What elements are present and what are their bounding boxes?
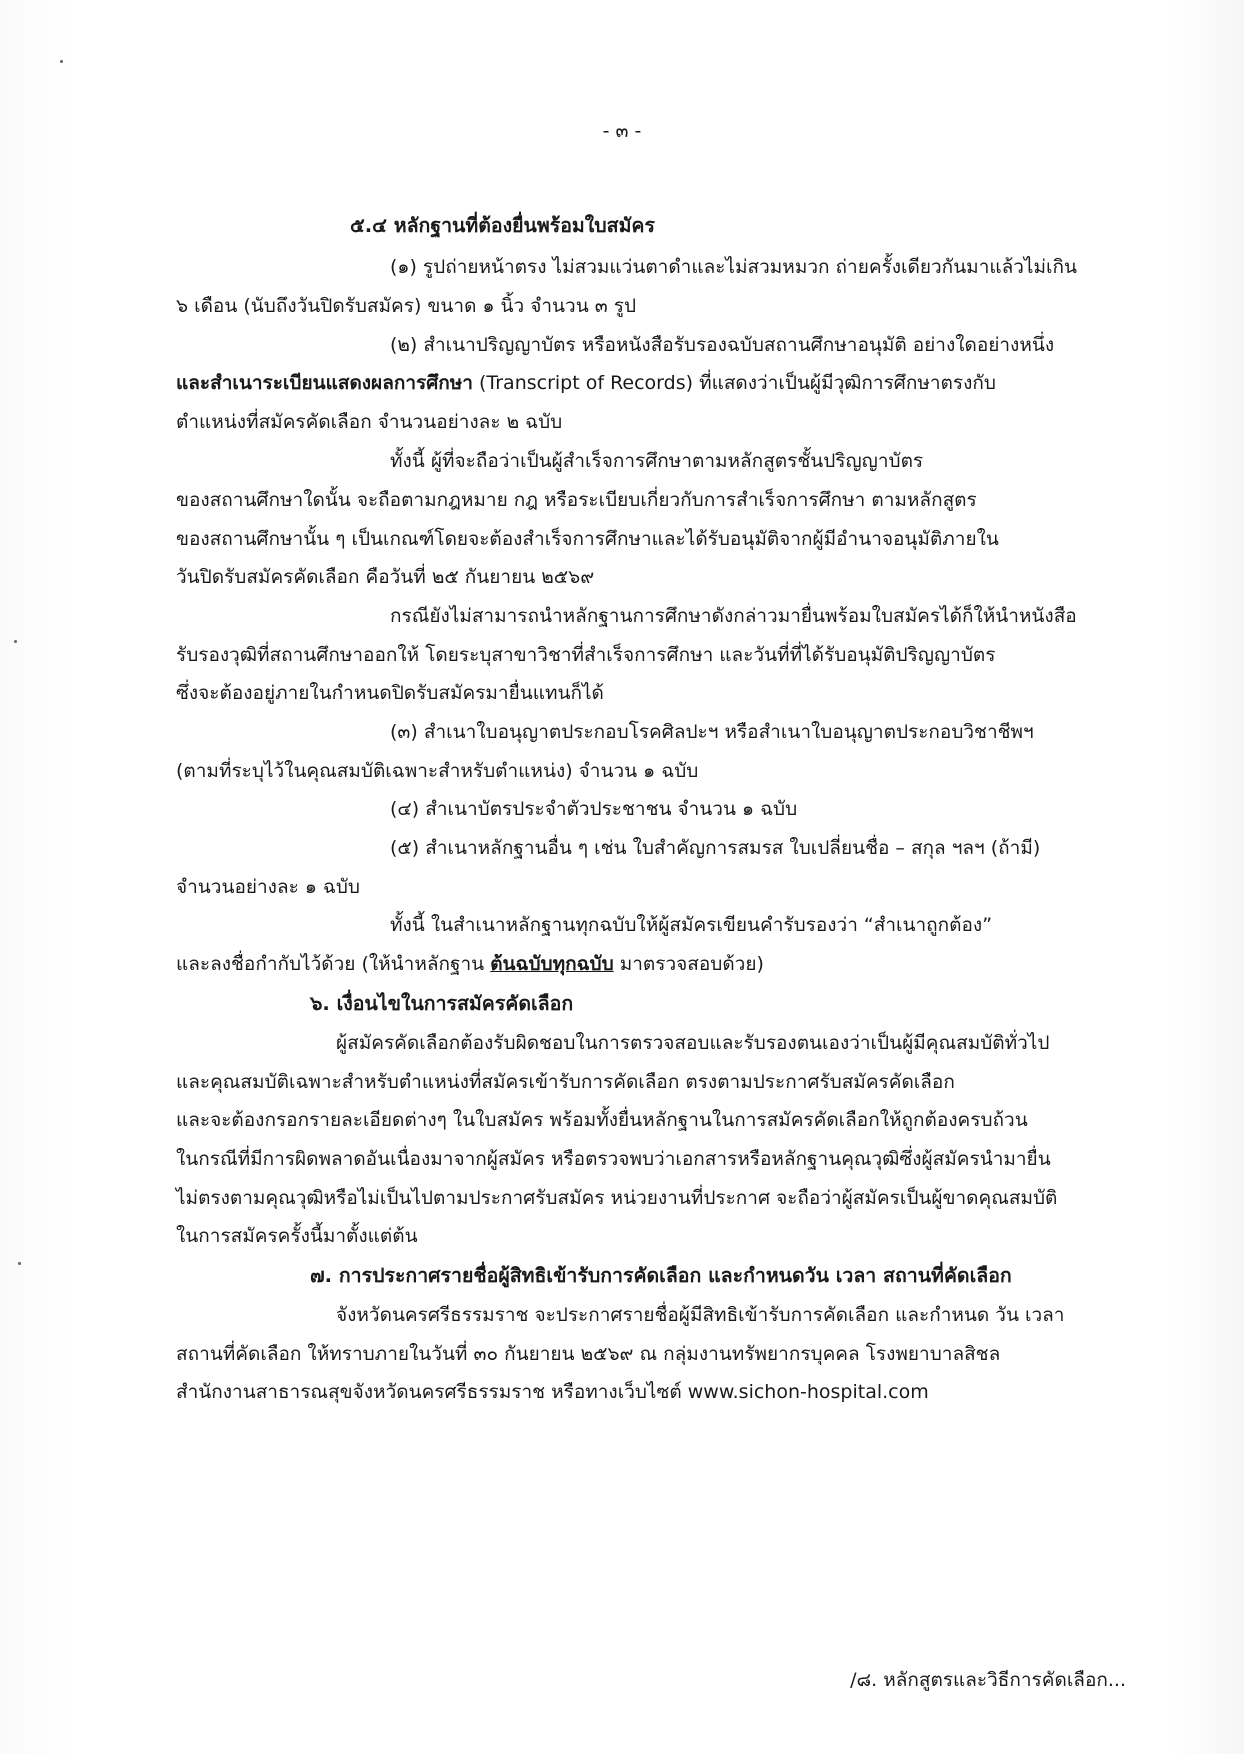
certify-text-a: และลงชื่อกำกับไว้ด้วย (ให้นำหลักฐาน bbox=[176, 953, 491, 975]
footer-continuation: /๘. หลักสูตรและวิธีการคัดเลือก... bbox=[850, 1669, 1126, 1691]
section-7-line-2: สถานที่คัดเลือก ให้ทราบภายในวันที่ ๓๐ กันยายน ๒๕๖๙ ณ กลุ่มงานทรัพยากรบุคคล โรงพยาบาลสิชล bbox=[176, 1343, 1001, 1365]
section-6-line-6: ในการสมัครครั้งนี้มาตั้งแต่ต้น bbox=[176, 1225, 418, 1247]
item-5-line-2: จำนวนอย่างละ ๑ ฉบับ bbox=[176, 876, 360, 898]
section-5-4-heading: ๕.๔ หลักฐานที่ต้องยื่นพร้อมใบสมัคร bbox=[350, 214, 655, 237]
note-line-3: ของสถานศึกษานั้น ๆ เป็นเกณฑ์โดยจะต้องสำเร็จการศึกษาและได้รับอนุมัติจากผู้มีอำนาจอนุมัติภายใน bbox=[176, 528, 999, 550]
item-2-line-2 bbox=[176, 368, 996, 398]
section-6-line-3: และจะต้องกรอกรายละเอียดต่างๆ ในใบสมัคร พร้อมทั้งยื่นหลักฐานในการสมัครคัดเลือกให้ถูกต้องครบถ้วน bbox=[176, 1109, 1028, 1131]
section-7-line-3: สำนักงานสาธารณสุขจังหวัดนครศรีธรรมราช หรือทางเว็บไซต์ www.sichon-hospital.com bbox=[176, 1381, 929, 1403]
section-6-line-1: ผู้สมัครคัดเลือกต้องรับผิดชอบในการตรวจสอบและรับรองตนเองว่าเป็นผู้มีคุณสมบัติทั่วไป bbox=[336, 1032, 1050, 1054]
transcript-rest-text: (Transcript of Records) ที่แสดงว่าเป็นผู้มีวุฒิการศึกษาตรงกับ bbox=[472, 372, 996, 394]
original-copies-underlined: ต้นฉบับทุกฉบับ bbox=[490, 953, 614, 975]
certify-line-1: ทั้งนี้ ในสำเนาหลักฐานทุกฉบับให้ผู้สมัครเขียนคำรับรองว่า “สำเนาถูกต้อง” bbox=[390, 914, 993, 936]
note-line-4: วันปิดรับสมัครคัดเลือก คือวันที่ ๒๕ กันยายน ๒๕๖๙ bbox=[176, 566, 595, 588]
item-1-line-1: (๑) รูปถ่ายหน้าตรง ไม่สวมแว่นตาดำและไม่สวมหมวก ถ่ายครั้งเดียวกันมาแล้วไม่เกิน bbox=[390, 256, 1077, 278]
scan-speck bbox=[60, 60, 63, 63]
certify-line-2 bbox=[176, 949, 764, 979]
section-7-line-1: จังหวัดนครศรีธรรมราช จะประกาศรายชื่อผู้มีสิทธิเข้ารับการคัดเลือก และกำหนด วัน เวลา bbox=[336, 1304, 1065, 1326]
page-number: - ๓ - bbox=[602, 120, 642, 142]
item-3-line-2: (ตามที่ระบุไว้ในคุณสมบัติเฉพาะสำหรับตำแหน่ง) จำนวน ๑ ฉบับ bbox=[176, 760, 699, 782]
item-4: (๔) สำเนาบัตรประจำตัวประชาชน จำนวน ๑ ฉบับ bbox=[390, 798, 798, 820]
item-2-line-1: (๒) สำเนาปริญญาบัตร หรือหนังสือรับรองฉบับสถานศึกษาอนุมัติ อย่างใดอย่างหนึ่ง bbox=[390, 334, 1055, 356]
item-3-line-1: (๓) สำเนาใบอนุญาตประกอบโรคศิลปะฯ หรือสำเนาใบอนุญาตประกอบวิชาชีพฯ bbox=[390, 721, 1034, 743]
section-6-line-4: ในกรณีที่มีการผิดพลาดอันเนื่องมาจากผู้สมัคร หรือตรวจพบว่าเอกสารหรือหลักฐานคุณวุฒิซึ่งผู้สมัครนำมายื่น bbox=[176, 1148, 1051, 1170]
note-line-1: ทั้งนี้ ผู้ที่จะถือว่าเป็นผู้สำเร็จการศึกษาตามหลักสูตรชั้นปริญญาบัตร bbox=[390, 450, 924, 472]
item-1-line-2: ๖ เดือน (นับถึงวันปิดรับสมัคร) ขนาด ๑ นิ้ว จำนวน ๓ รูป bbox=[176, 295, 637, 317]
section-7-heading: ๗. การประกาศรายชื่อผู้สิทธิเข้ารับการคัดเลือก และกำหนดวัน เวลา สถานที่คัดเลือก bbox=[310, 1264, 1012, 1287]
item-5-line-1: (๕) สำเนาหลักฐานอื่น ๆ เช่น ใบสำคัญการสมรส ใบเปลี่ยนชื่อ – สกุล ฯลฯ (ถ้ามี) bbox=[390, 837, 1041, 859]
scan-speck bbox=[18, 1262, 21, 1265]
case-line-3: ซึ่งจะต้องอยู่ภายในกำหนดปิดรับสมัครมายื่นแทนก็ได้ bbox=[176, 682, 604, 704]
section-6-line-5: ไม่ตรงตามคุณวุฒิหรือไม่เป็นไปตามประกาศรับสมัคร หน่วยงานที่ประกาศ จะถือว่าผู้สมัครเป็นผู้ขาดคุณสมบัติ bbox=[176, 1187, 1058, 1209]
section-6-heading: ๖. เงื่อนไขในการสมัครคัดเลือก bbox=[310, 992, 574, 1015]
note-line-2: ของสถานศึกษาใดนั้น จะถือตามกฎหมาย กฎ หรือระเบียบเกี่ยวกับการสำเร็จการศึกษา ตามหลักสูตร bbox=[176, 489, 977, 511]
case-line-2: รับรองวุฒิที่สถานศึกษาออกให้ โดยระบุสาขาวิชาที่สำเร็จการศึกษา และวันที่ที่ได้รับอนุมัติปริญญาบัตร bbox=[176, 644, 996, 666]
scan-speck bbox=[14, 640, 17, 643]
transcript-bold-text: และสำเนาระเบียนแสดงผลการศึกษา bbox=[176, 372, 473, 394]
section-6-line-2: และคุณสมบัติเฉพาะสำหรับตำแหน่งที่สมัครเข้ารับการคัดเลือก ตรงตามประกาศรับสมัครคัดเลือก bbox=[176, 1071, 955, 1093]
case-line-1: กรณียังไม่สามารถนำหลักฐานการศึกษาดังกล่าวมายื่นพร้อมใบสมัครได้ก็ให้นำหนังสือ bbox=[390, 605, 1077, 627]
certify-text-b: มาตรวจสอบด้วย) bbox=[613, 953, 764, 975]
item-2-line-3: ตำแหน่งที่สมัครคัดเลือก จำนวนอย่างละ ๒ ฉบับ bbox=[176, 411, 563, 433]
